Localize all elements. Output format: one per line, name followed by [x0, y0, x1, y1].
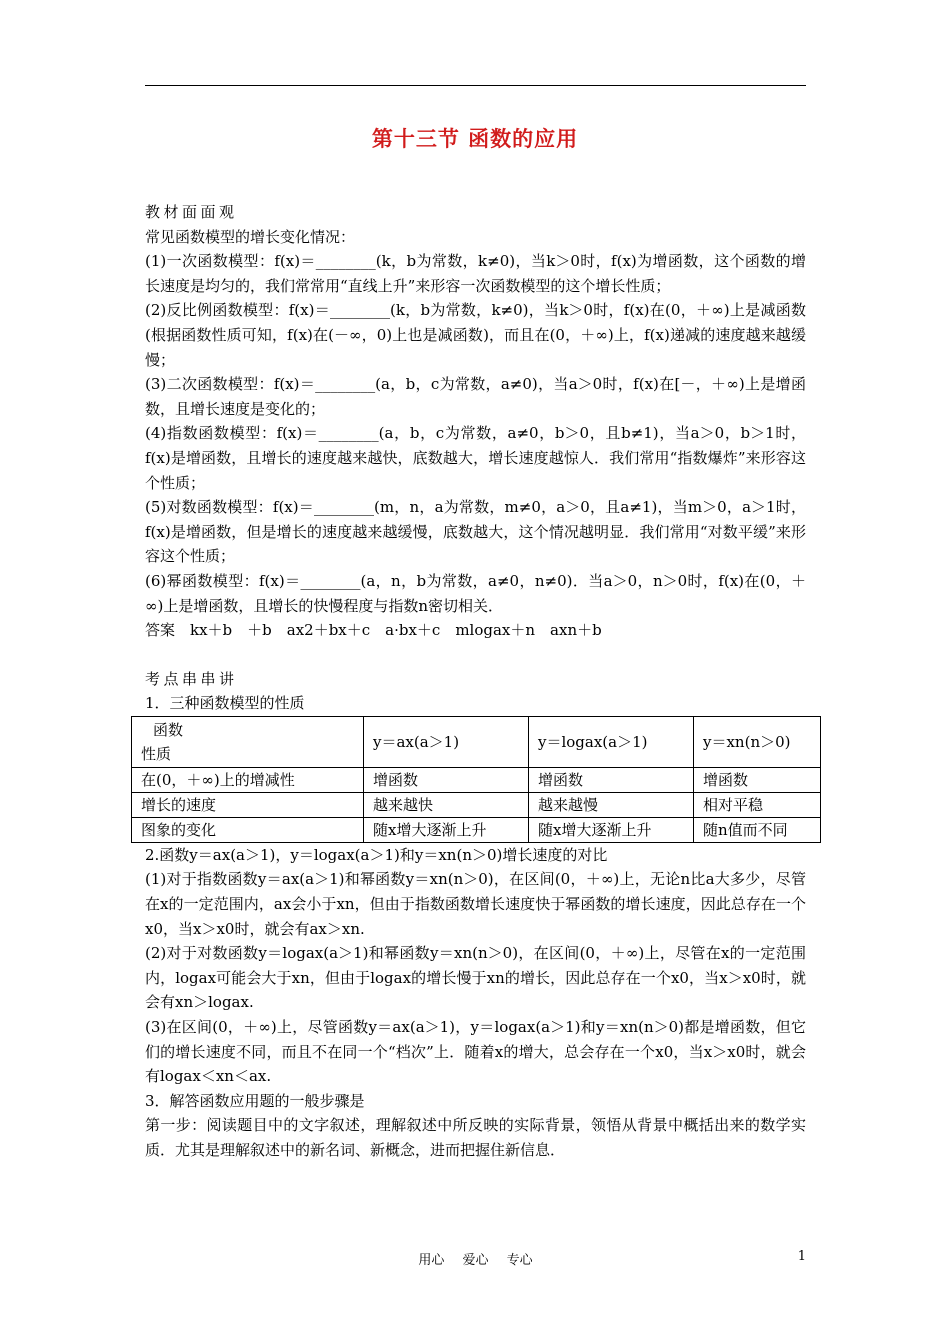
table-cell: 越来越快 [364, 792, 529, 817]
header-rule [145, 85, 806, 86]
paragraph: (4)指数函数模型：f(x)＝________(a，b，c为常数，a≠0，b＞0，且b≠1)，当a＞0，b＞1时，f(x)是增函数，且增长的速度越来越快，底数越大，增长速度越惊人．我们常用“指数爆炸”来形容这个性质； [145, 424, 806, 492]
footer-motto: 用心 爱心 专心 [418, 1253, 533, 1268]
page-title: 第十三节 函数的应用 [371, 127, 579, 151]
table-cell: 随n值而不同 [694, 817, 821, 842]
section-heading-key-points: 考点串串讲 [145, 669, 238, 688]
item-heading: 1．三种函数模型的性质 [145, 694, 305, 713]
table-header-row [132, 716, 821, 767]
answer-line: 答案 kx＋b ＋b ax2＋bx＋c a·bx＋c mlogax＋n axn＋b [145, 621, 602, 640]
table-cell: 在(0，＋∞)上的增减性 [132, 767, 364, 792]
section-heading-textbook: 教材面面观 [145, 203, 238, 221]
paragraph: 第一步：阅读题目中的文字叙述，理解叙述中所反映的实际背景，领悟从背景中概括出来的数学实质．尤其是理解叙述中的新名词、新概念，进而把握住新信息． [145, 1116, 806, 1159]
column-header: y＝logax(a＞1) [529, 716, 694, 767]
item-heading: 2.函数y＝ax(a＞1)，y＝logax(a＞1)和y＝xn(n＞0)增长速度的对比 [145, 845, 608, 864]
comparison-table [131, 716, 821, 843]
table-cell: 增函数 [364, 767, 529, 792]
table-row [132, 792, 821, 817]
table-cell: 增函数 [694, 767, 821, 792]
paragraph: 常见函数模型的增长变化情况： [145, 227, 356, 246]
table-cell: 相对平稳 [694, 792, 821, 817]
table-cell: 增函数 [529, 767, 694, 792]
paragraph: (6)幂函数模型：f(x)＝________(a，n，b为常数，a≠0，n≠0)．当a＞0，n＞0时，f(x)在(0，＋∞)上是增函数，且增长的快慢程度与指数n密切相关． [145, 571, 806, 615]
paragraph: (1)一次函数模型：f(x)＝________(k，b为常数，k≠0)，当k＞0时，f(x)为增函数，这个函数的增长速度是均匀的，我们常常用“直线上升”来形容一次函数模型的这个增长性质； [145, 252, 806, 295]
corner-label-top: 函数 [153, 720, 184, 739]
paragraph: (3)在区间(0，＋∞)上，尽管函数y＝ax(a＞1)，y＝logax(a＞1)和y＝xn(n＞0)都是增函数，但它们的增长速度不同，而且不在同一个“档次”上．随着x的增大，总会存在一个x0，当x＞x0时，就会有logax＜xn＜ax. [145, 1018, 806, 1086]
table-cell: 随x增大逐渐上升 [529, 817, 694, 842]
item-heading: 3．解答函数应用题的一般步骤是 [145, 1091, 365, 1110]
column-header: y＝xn(n＞0) [694, 716, 821, 767]
paragraph: (2)对于对数函数y＝logax(a＞1)和幂函数y＝xn(n＞0)，在区间(0，＋∞)上，尽管在x的一定范围内，logax可能会大于xn，但由于logax的增长慢于xn的增长，因此总存在一个x0，当x＞x0时，就会有xn＞logax. [145, 944, 806, 1012]
table-cell: 图象的变化 [132, 817, 364, 842]
paragraph: (2)反比例函数模型：f(x)＝________(k，b为常数，k≠0)，当k＞0时，f(x)在(0，＋∞)上是减函数(根据函数性质可知，f(x)在(－∞，0)上也是减函数)，而且在(0，＋∞)上，f(x)递减的速度越来越缓慢； [145, 301, 806, 369]
table-row [132, 767, 821, 792]
table-cell: 越来越慢 [529, 792, 694, 817]
paragraph: (1)对于指数函数y＝ax(a＞1)和幂函数y＝xn(n＞0)，在区间(0，＋∞)上，无论n比a大多少，尽管在x的一定范围内，ax会小于xn，但由于指数函数增长速度快于幂函数的增长速度，因此总存在一个x0，当x＞x0时，就会有ax＞xn. [145, 870, 806, 938]
table-row [132, 817, 821, 842]
page-number: 1 [797, 1249, 806, 1264]
column-header: y＝ax(a＞1) [364, 716, 529, 767]
document-body [141, 200, 806, 1163]
paragraph: (3)二次函数模型：f(x)＝________(a，b，c为常数，a≠0)，当a＞0时，f(x)在[－，＋∞)上是增函数，且增长速度是变化的； [145, 375, 806, 418]
corner-label-bottom: 性质 [141, 744, 172, 763]
table-cell: 随x增大逐渐上升 [364, 817, 529, 842]
table-cell: 增长的速度 [132, 792, 364, 817]
table-corner-cell [132, 716, 364, 767]
paragraph: (5)对数函数模型：f(x)＝________(m，n，a为常数，m≠0，a＞0，且a≠1)，当m＞0，a＞1时，f(x)是增函数，但是增长的速度越来越缓慢，底数越大，这个情况越明显．我们常用“对数平缓”来形容这个性质； [145, 498, 806, 566]
